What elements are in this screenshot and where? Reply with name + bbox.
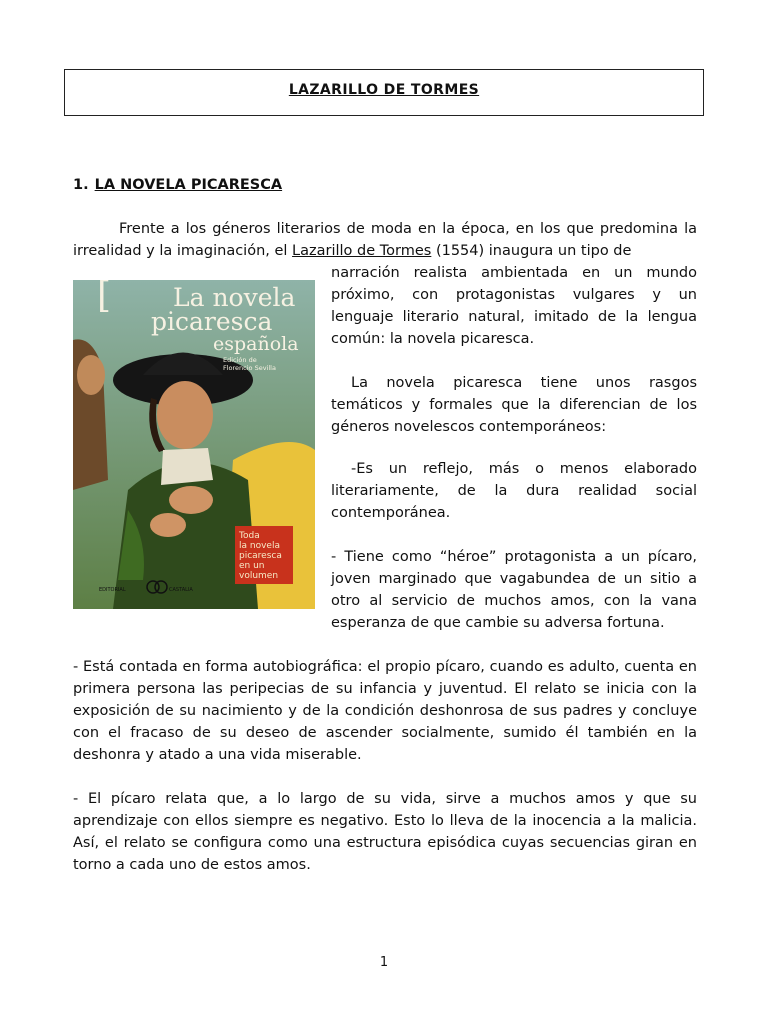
cover-editor-line2: Florencio Sevilla xyxy=(223,364,276,372)
paragraph-5: - Está contada en forma autobiográfica: el propio pícaro, cuando es adulto, cuenta en primera persona las peripecias de su infancia y juventud. El relato se inicia con la exposición de su nacimiento y de la condición deshonrosa de sus padres y concluye con el fracaso de su deseo de ascender socialmente, sumido él también en la deshonra y atado a una vida miserable. xyxy=(73,659,697,763)
svg-text:EDITORIAL: EDITORIAL xyxy=(99,587,126,593)
paragraph-6: - El pícaro relata que, a lo largo de su vida, sirve a muchos amos y que su aprendizaje con ellos siempre es negativo. Esto lo lleva de la inocencia a la malicia. Así, el relato se configura como una estructura episódica cuyas secuencias giran en torno a cada uno de estos amos. xyxy=(73,791,697,873)
paragraph-2 xyxy=(331,372,697,438)
document-title: LAZARILLO DE TORMES xyxy=(288,82,480,98)
paragraph-3-text: -Es un reflejo, más o menos elaborado literariamente, de la dura realidad social contemporánea. xyxy=(331,461,697,521)
cover-badge-line4: en un xyxy=(239,561,265,571)
page-number: 1 xyxy=(379,955,389,970)
work-title-link: Lazarillo de Tormes xyxy=(292,243,432,259)
section-number: 1. xyxy=(73,177,89,193)
paragraph-1: narración realista ambientada en un mundo próximo, con protagonistas vulgares y un lenguaje literario natural, imitado de la lengua común: la novela picaresca. xyxy=(331,265,697,347)
cover-title-line3: española xyxy=(213,333,299,355)
cover-title-line1: La novela xyxy=(173,283,296,312)
paragraph-2-text: La novela picaresca tiene unos rasgos temáticos y formales que la diferencian de los géneros novelescos contemporáneos: xyxy=(331,375,697,435)
section-heading xyxy=(73,177,282,193)
svg-text:CASTALIA: CASTALIA xyxy=(169,587,193,593)
paragraph-3 xyxy=(331,458,697,524)
cover-badge-line2: la novela xyxy=(239,541,280,551)
cover-title-line2: picaresca xyxy=(151,307,273,336)
cover-badge-line3: picaresca xyxy=(239,551,282,561)
cover-editor-line1: Edición de xyxy=(223,356,257,364)
intro-text-before: Frente a los géneros literarios de moda en la época, en los que predomina la irrealidad y la imaginación, el xyxy=(73,221,697,259)
cover-badge-line5: volumen xyxy=(239,571,279,581)
intro-text-after: (1554) inaugura un tipo de xyxy=(431,243,632,259)
cover-badge-line1: Toda xyxy=(239,531,260,541)
section-title: LA NOVELA PICARESCA xyxy=(94,177,283,193)
title-box xyxy=(64,69,704,116)
book-cover-image xyxy=(73,280,315,609)
intro-paragraph xyxy=(73,218,697,262)
paragraph-4: - Tiene como “héroe” protagonista a un pícaro, joven marginado que vagabundea de un sitio a otro al servicio de muchos amos, con la vana esperanza de que cambie su adversa fortuna. xyxy=(331,549,697,631)
svg-text:[: [ xyxy=(97,280,112,316)
